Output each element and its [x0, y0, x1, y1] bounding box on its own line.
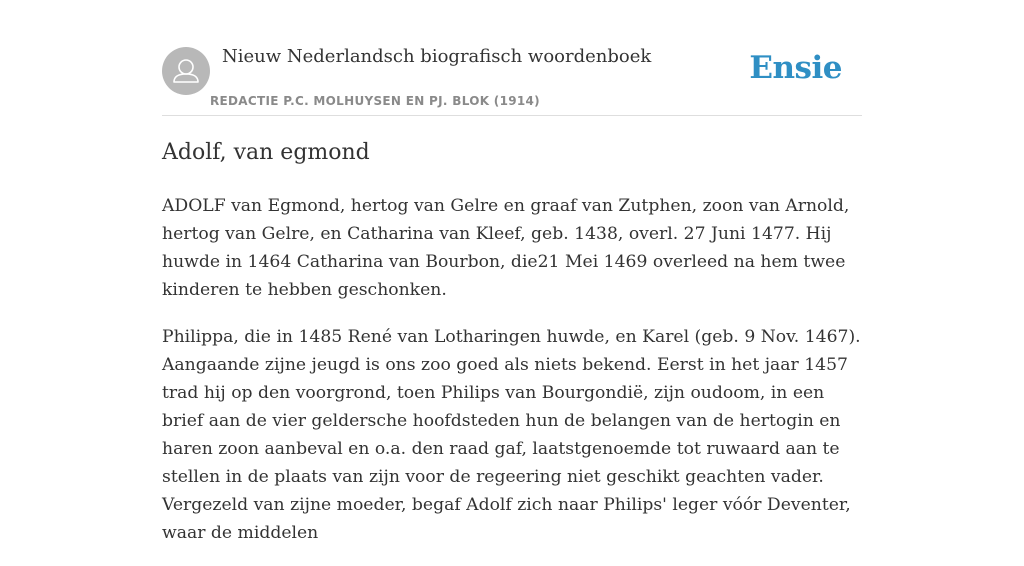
article-title: Adolf, van egmond [162, 140, 370, 165]
ensie-logo-link[interactable]: Ensie [749, 50, 842, 86]
user-icon [162, 47, 210, 95]
article-body [162, 192, 862, 566]
source-title[interactable]: Nieuw Nederlandsch biografisch woordenboek [222, 46, 652, 67]
source-editors: REDACTIE P.C. MOLHUYSEN EN PJ. BLOK (1914) [210, 94, 540, 108]
article-paragraph: ADOLF van Egmond, hertog van Gelre en graaf van Zutphen, zoon van Arnold, hertog van Gelre, en Catharina van Kleef, geb. 1438, overl. 27 Juni 1477. Hij huwde in 1464 Catharina van Bourbon, die21 Mei 1469 overleed na hem twee kinderen te hebben geschonken. [162, 196, 850, 300]
source-header [162, 40, 862, 116]
article-paragraph: Philippa, die in 1485 René van Lotharingen huwde, en Karel (geb. 9 Nov. 1467). Aangaande zijne jeugd is ons zoo goed als niets bekend. Eerst in het jaar 1457 trad hij op den voorgrond, toen Philips van Bourgondië, zijn oudoom, in een brief aan de vier geldersche hoofdsteden hun de belangen van de hertogin en haren zoon aanbeval en o.a. den raad gaf, laatstgenoemde tot ruwaard aan te stellen in de plaats van zijn voor de regeering niet geschikt geachten vader. Vergezeld van zijne moeder, begaf Adolf zich naar Philips' leger vóór Deventer, waar de middelen [162, 327, 861, 543]
